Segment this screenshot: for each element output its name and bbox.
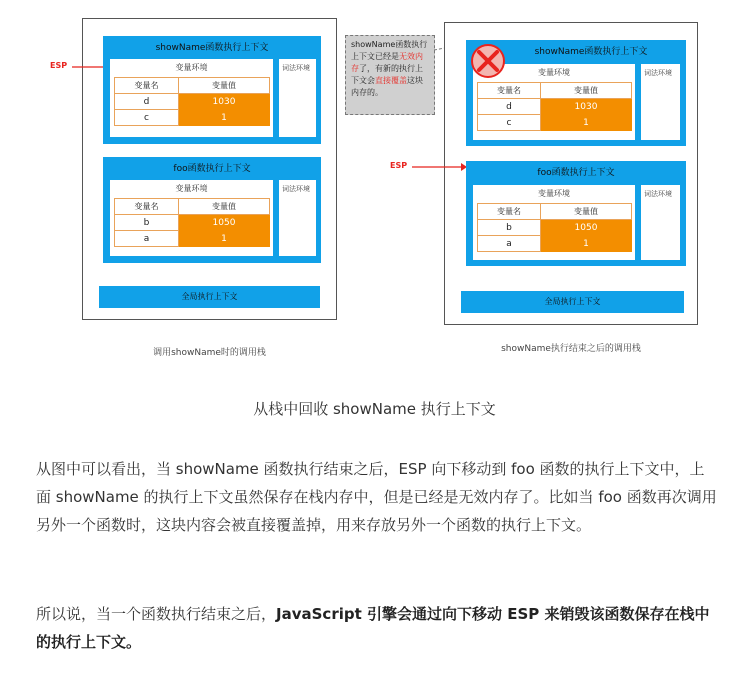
paragraph-2-text: 所以说，当一个函数执行结束之后， <box>36 605 277 623</box>
var-value: 1 <box>541 236 632 252</box>
variable-environment-title: 变量环境 <box>538 189 570 198</box>
header-name: 变量名 <box>115 78 179 94</box>
table-header-row <box>115 78 270 94</box>
context-title: foo函数执行上下文 <box>537 168 615 178</box>
table-row <box>478 99 632 115</box>
table-row <box>115 231 270 247</box>
var-name: d <box>478 99 541 115</box>
left-diagram-caption: 调用showName时的调用栈 <box>153 348 266 358</box>
variable-table <box>477 82 632 131</box>
var-name: d <box>115 94 179 110</box>
note-text: 了，有新的执行上下文会 <box>351 64 423 85</box>
variable-environment-title: 变量环境 <box>538 68 570 77</box>
note-text: 这块内存的。 <box>351 76 423 97</box>
right-foo-context <box>466 161 686 266</box>
var-value: 1050 <box>179 215 270 231</box>
var-value: 1030 <box>179 94 270 110</box>
note-text: showName函数执行上下文已经是 <box>351 40 428 61</box>
var-name: c <box>115 110 179 126</box>
lexical-environment-title: 词法环境 <box>282 64 310 72</box>
variable-table <box>114 198 270 247</box>
lexical-environment-title: 词法环境 <box>282 185 310 193</box>
table-header-row <box>478 204 632 220</box>
var-value: 1 <box>541 115 632 131</box>
table-row <box>115 94 270 110</box>
lexical-environment <box>279 180 316 256</box>
note-highlight: 直接覆盖 <box>375 76 407 85</box>
var-value: 1030 <box>541 99 632 115</box>
lexical-environment <box>641 185 680 260</box>
paragraph-1: 从图中可以看出，当 showName 函数执行结束之后，ESP 向下移动到 foo 函数的执行上下文中，上面 showName 的执行上下文虽然保存在栈内存中，但是已经是无效内存了。比如当 foo 函数再次调用另外一个函数时，这块内容会被直接覆盖掉，用来存放另外一个函数的执行上下文。 <box>36 460 717 534</box>
table-row <box>478 220 632 236</box>
header-name: 变量名 <box>478 83 541 99</box>
var-name: c <box>478 115 541 131</box>
left-showname-context <box>103 36 321 144</box>
var-name: b <box>115 215 179 231</box>
variable-table <box>114 77 270 126</box>
invalid-memory-note <box>345 35 435 115</box>
note-highlight: 无效内存 <box>351 52 423 73</box>
left-global-context: 全局执行上下文 <box>99 286 320 308</box>
table-row <box>478 236 632 252</box>
right-esp-arrow <box>412 161 468 173</box>
var-name: a <box>115 231 179 247</box>
right-esp-label: ESP <box>390 161 408 170</box>
var-value: 1050 <box>541 220 632 236</box>
table-row <box>115 215 270 231</box>
table-row <box>478 115 632 131</box>
right-diagram-caption: showName执行结束之后的调用栈 <box>501 344 641 354</box>
invalid-cross-icon <box>470 43 506 79</box>
header-value: 变量值 <box>179 199 270 215</box>
header-value: 变量值 <box>541 204 632 220</box>
variable-environment-title: 变量环境 <box>175 184 208 193</box>
header-name: 变量名 <box>115 199 179 215</box>
paragraph-2-bold: JavaScript 引擎会通过向下移动 ESP 来销毁该函数保存在栈中的执行上下文。 <box>36 605 710 651</box>
var-value: 1 <box>179 231 270 247</box>
context-title: showName函数执行上下文 <box>155 43 269 53</box>
variable-environment <box>110 180 273 256</box>
context-title: showName函数执行上下文 <box>534 47 648 57</box>
var-name: a <box>478 236 541 252</box>
table-header-row <box>478 83 632 99</box>
right-global-context: 全局执行上下文 <box>461 291 684 313</box>
table-header-row <box>115 199 270 215</box>
context-title: foo函数执行上下文 <box>173 164 251 174</box>
lexical-environment <box>641 64 680 140</box>
left-foo-context <box>103 157 321 263</box>
header-value: 变量值 <box>179 78 270 94</box>
var-value: 1 <box>179 110 270 126</box>
left-esp-label: ESP <box>50 61 68 70</box>
variable-environment-title: 变量环境 <box>175 63 208 72</box>
lexical-environment-title: 词法环境 <box>644 190 672 198</box>
var-name: b <box>478 220 541 236</box>
variable-environment <box>110 59 273 137</box>
figure-caption: 从栈中回收 showName 执行上下文 <box>253 400 496 418</box>
header-name: 变量名 <box>478 204 541 220</box>
lexical-environment <box>279 59 316 137</box>
table-row <box>115 110 270 126</box>
paragraph-2 <box>36 600 718 656</box>
variable-environment <box>473 185 635 260</box>
variable-table <box>477 203 632 252</box>
header-value: 变量值 <box>541 83 632 99</box>
lexical-environment-title: 词法环境 <box>644 69 672 77</box>
